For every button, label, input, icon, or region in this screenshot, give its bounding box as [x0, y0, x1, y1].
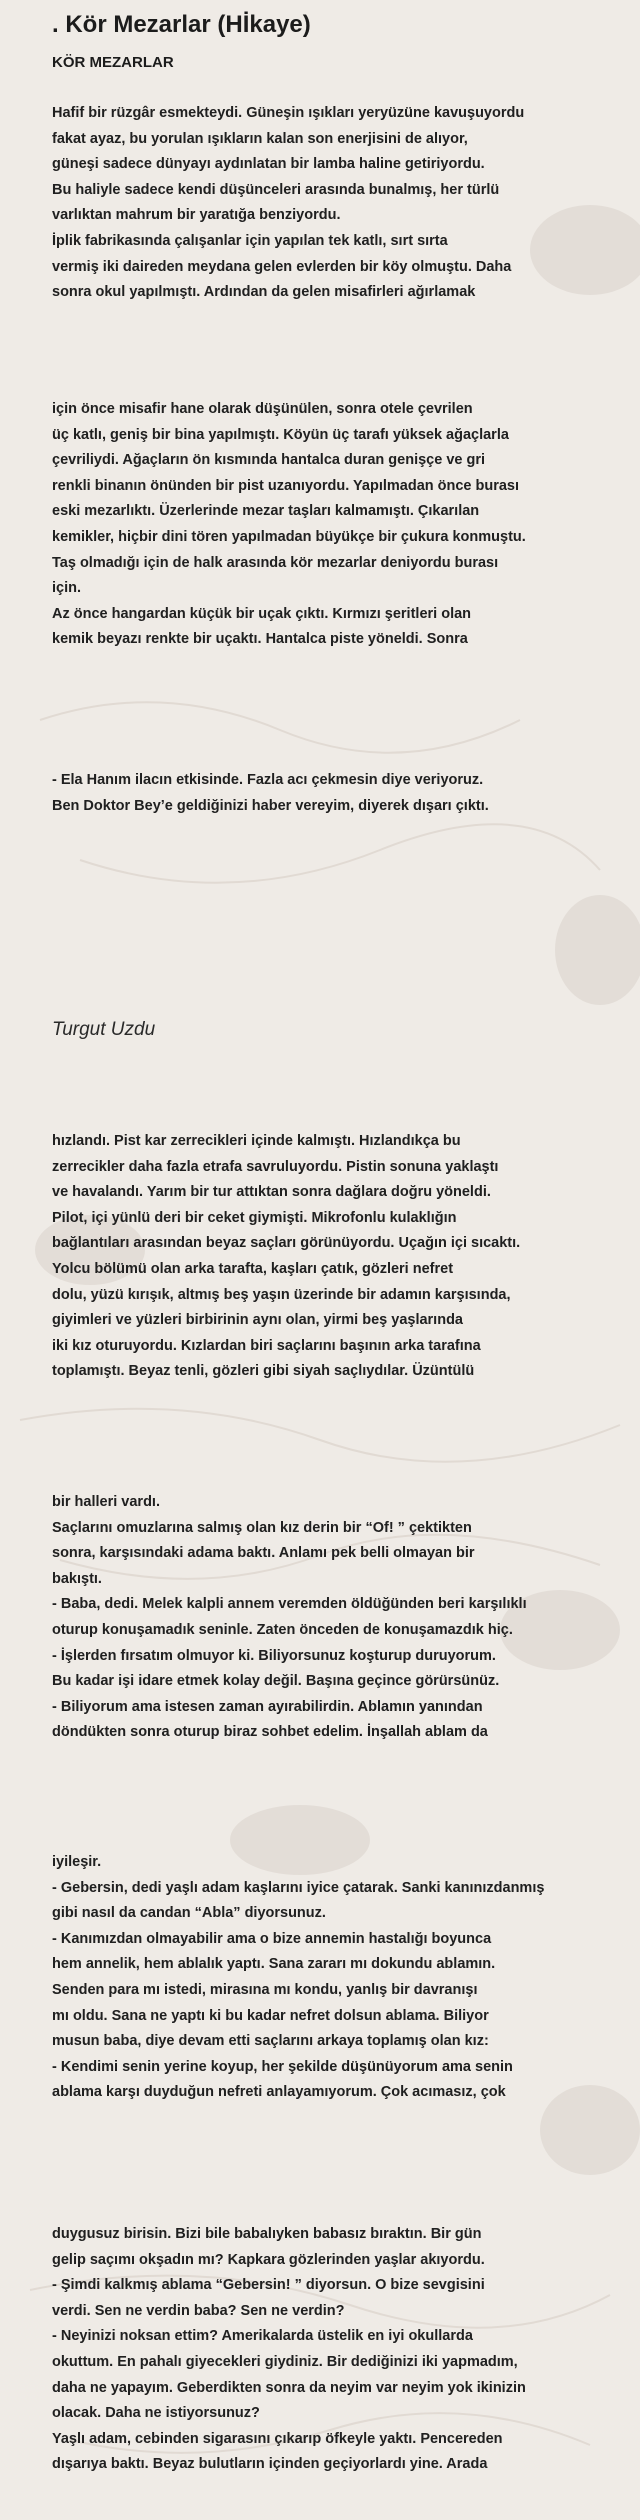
text-line: - Biliyorum ama istesen zaman ayırabilirdin. Ablamın yanından: [52, 1698, 483, 1715]
text-line: üç katlı, geniş bir bina yapılmıştı. Köyün üç tarafı yüksek ağaçlarla: [52, 426, 509, 443]
text-line: döndükten sonra oturup biraz sohbet edelim. İnşallah ablam da: [52, 1724, 488, 1741]
text-line: sonra, karşısındaki adama baktı. Anlamı pek belli olmayan bir: [52, 1545, 475, 1562]
text-line: - Kendimi senin yerine koyup, her şekilde düşünüyorum ama senin: [52, 2058, 513, 2075]
text-line: mı oldu. Sana ne yaptı ki bu kadar nefret dolsun ablama. Biliyor: [52, 2007, 489, 2024]
text-line: için.: [52, 580, 82, 597]
text-line: gibi nasıl da candan “Abla” diyorsunuz.: [52, 1905, 326, 1922]
text-line: Ben Doktor Bey’e geldiğinizi haber vereyim, diyerek dışarı çıktı.: [52, 797, 489, 814]
text-line: zerrecikler daha fazla etrafa savruluyordu. Pistin sonuna yaklaştı: [52, 1158, 499, 1175]
text-line: ve havalandı. Yarım bir tur attıktan sonra dağlara doğru yöneldi.: [52, 1184, 491, 1201]
text-line: - Baba, dedi. Melek kalpli annem veremden öldüğünden beri karşılıklı: [52, 1596, 527, 1613]
text-line: bakıştı.: [52, 1570, 102, 1587]
text-line: verdi. Sen ne verdin baba? Sen ne verdin?: [52, 2302, 345, 2319]
text-line: dışarıya baktı. Beyaz bulutların içinden geçiyorlardı yine. Arada: [52, 2456, 488, 2473]
text-line: okuttum. En pahalı giyecekleri giydiniz. Bir dediğinizi iki yapmadım,: [52, 2353, 518, 2370]
text-line: kemikler, hiçbir dini tören yapılmadan büyükçe bir çukura konmuştu.: [52, 528, 526, 545]
text-line: Yolcu bölümü olan arka tarafta, kaşları çatık, gözleri nefret: [52, 1260, 454, 1277]
text-line: Taş olmadığı için de halk arasında kör mezarlar deniyordu burası: [52, 554, 499, 571]
text-line: olacak. Daha ne istiyorsunuz?: [52, 2405, 260, 2422]
text-line: dolu, yüzü kırışık, altmış beş yaşın üzerinde bir adamın karşısında,: [52, 1286, 511, 1303]
story-subtitle: KÖR MEZARLAR: [52, 54, 174, 71]
text-line: çevriliydi. Ağaçların ön kısmında hantalca duran genişçe ve gri: [52, 452, 486, 469]
text-line: gelip saçımı okşadın mı? Kapkara gözlerinden yaşlar akıyordu.: [52, 2251, 485, 2268]
text-line: hem annelik, hem ablalık yaptı. Sana zararı mı dokundu ablamın.: [52, 1956, 496, 1973]
story-paragraph-2: [52, 397, 632, 653]
text-line: - Ela Hanım ilacın etkisinde. Fazla acı çekmesin diye veriyoruz.: [52, 772, 484, 788]
text-line: giyimleri ve yüzleri birbirinin aynı olan, yirmi beş yaşlarında: [52, 1312, 463, 1329]
text-line: ablama karşı duyduğun nefreti anlayamıyorum. Çok acımasız, çok: [52, 2084, 506, 2101]
text-line: varlıktan mahrum bir yaratığa benziyordu.: [52, 207, 341, 224]
text-line: toplamıştı. Beyaz tenli, gözleri gibi siyah saçlıydılar. Üzüntülü: [52, 1363, 475, 1380]
story-paragraph-5: [52, 1490, 632, 1746]
story-paragraph-1: [52, 101, 632, 306]
text-line: güneşi sadece dünyayı aydınlatan bir lamba haline getiriyordu.: [52, 156, 485, 173]
text-line: Az önce hangardan küçük bir uçak çıktı. Kırmızı şeritleri olan: [52, 605, 472, 622]
text-line: oturup konuşamadık seninle. Zaten önceden de konuşamazdık hiç.: [52, 1621, 513, 1638]
text-line: İplik fabrikasında çalışanlar için yapılan tek katlı, sırt sırta: [52, 232, 448, 249]
story-paragraph-6: [52, 1850, 632, 2106]
text-line: - İşlerden fırsatım olmuyor ki. Biliyorsunuz koşturup duruyorum.: [52, 1647, 496, 1664]
text-line: Bu kadar işi idare etmek kolay değil. Başına geçince görürsünüz.: [52, 1673, 500, 1690]
text-line: sonra okul yapılmıştı. Ardından da gelen misafirleri ağırlamak: [52, 284, 476, 301]
text-line: vermiş iki daireden meydana gelen evlerden bir köy olmuştu. Daha: [52, 258, 512, 275]
text-line: renkli binanın önünden bir pist uzanıyordu. Yapılmadan önce burası: [52, 477, 520, 494]
text-line: Yaşlı adam, cebinden sigarasını çıkarıp öfkeyle yaktı. Pencereden: [52, 2430, 503, 2447]
text-line: bağlantıları arasından beyaz saçları görünüyordu. Uçağın içi sıcaktı.: [52, 1235, 521, 1252]
text-line: Bu haliyle sadece kendi düşünceleri arasında bunalmış, her türlü: [52, 181, 500, 198]
text-line: kemik beyazı renkte bir uçaktı. Hantalca piste yöneldi. Sonra: [52, 631, 468, 648]
text-line: musun baba, diye devam etti saçlarını arkaya toplamış olan kız:: [52, 2033, 489, 2050]
page-title: . Kör Mezarlar (Hİkaye): [52, 11, 311, 38]
text-line: - Neyinizi noksan ettim? Amerikalarda üstelik en iyi okullarda: [52, 2328, 473, 2345]
text-line: eski mezarlıktı. Üzerlerinde mezar taşları kalmamıştı. Çıkarılan: [52, 503, 480, 520]
author-name: Turgut Uzdu: [52, 1019, 156, 1040]
text-line: - Kanımızdan olmayabilir ama o bize annemin hastalığı boyunca: [52, 1930, 492, 1947]
text-line: Saçlarını omuzlarına salmış olan kız derin bir “Of! ” çektikten: [52, 1519, 472, 1536]
text-line: - Şimdi kalkmış ablama “Gebersin! ” diyorsun. O bize sevgisini: [52, 2277, 485, 2294]
text-line: bir halleri vardı.: [52, 1494, 160, 1510]
story-paragraph-7: [52, 2222, 632, 2478]
text-line: hızlandı. Pist kar zerrecikleri içinde kalmıştı. Hızlandıkça bu: [52, 1133, 461, 1149]
story-paragraph-3: [52, 768, 632, 819]
text-line: için önce misafir hane olarak düşünülen, sonra otele çevrilen: [52, 401, 473, 417]
text-line: iki kız oturuyordu. Kızlardan biri saçlarını başının arka tarafına: [52, 1337, 481, 1354]
text-line: duygusuz birisin. Bizi bile babalıyken babasız bıraktın. Bir gün: [52, 2226, 482, 2242]
text-line: fakat ayaz, bu yorulan ışıkların kalan son enerjisini de alıyor,: [52, 130, 468, 147]
text-line: - Gebersin, dedi yaşlı adam kaşlarını iyice çatarak. Sanki kanınızdanmış: [52, 1879, 545, 1896]
text-line: daha ne yapayım. Geberdikten sonra da neyim var neyim yok ikinizin: [52, 2379, 526, 2396]
text-line: Senden para mı istedi, mirasına mı kondu, yanlış bir davranışı: [52, 1981, 478, 1998]
text-line: Hafif bir rüzgâr esmekteydi. Güneşin ışıkları yeryüzüne kavuşuyordu: [52, 105, 525, 121]
text-line: iyileşir.: [52, 1854, 102, 1870]
story-paragraph-4: [52, 1129, 632, 1385]
text-line: Pilot, içi yünlü deri bir ceket giymişti. Mikrofonlu kulaklığın: [52, 1209, 457, 1226]
